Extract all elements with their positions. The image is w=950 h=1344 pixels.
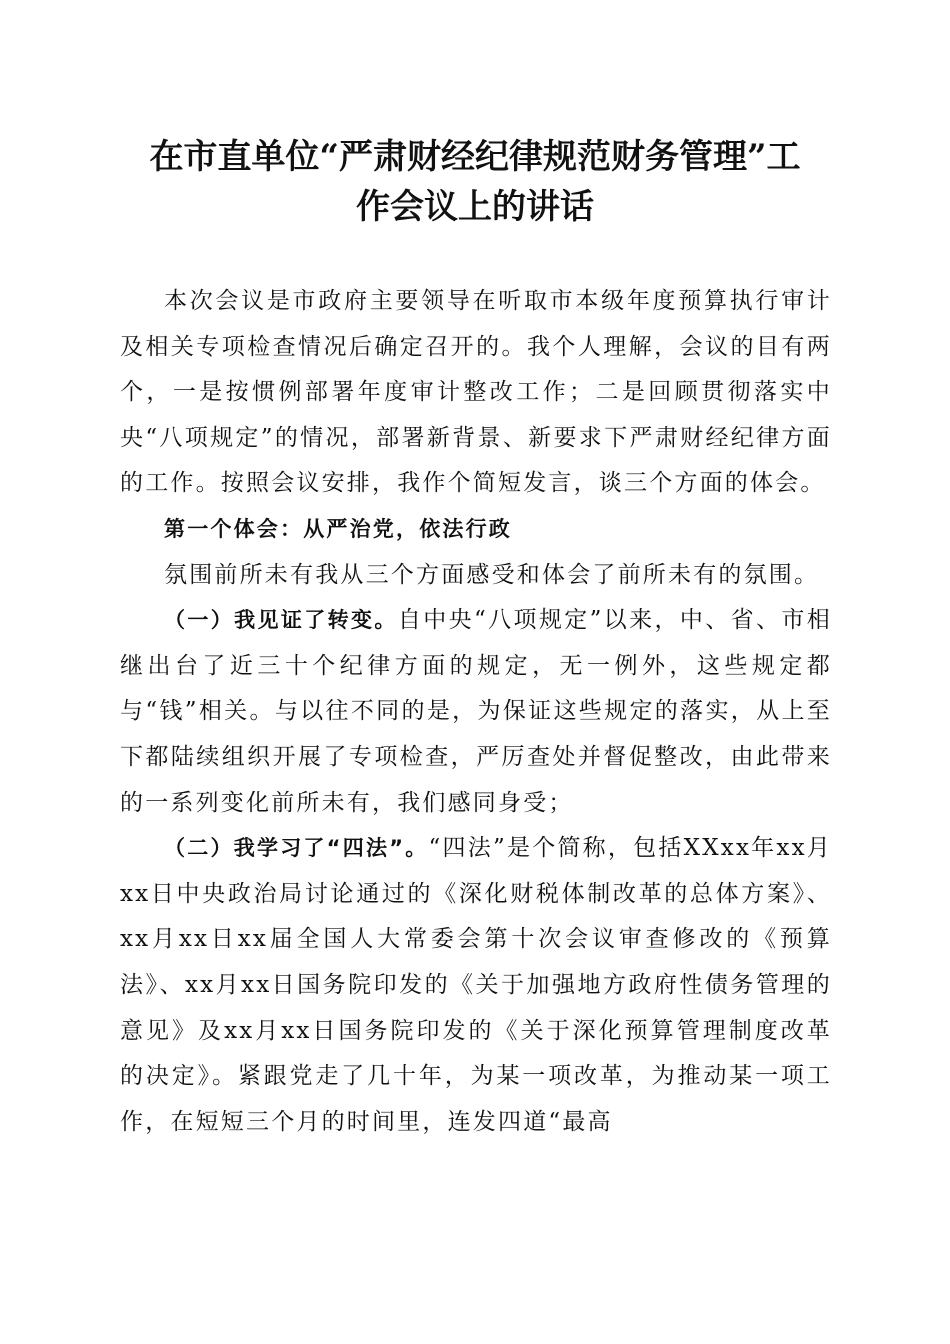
- section-heading-1: 第一个体会：从严治党，依法行政: [164, 516, 512, 541]
- list-item-2: [120, 826, 832, 1145]
- document-title: [100, 132, 850, 232]
- paragraph-intro: 本次会议是市政府主要领导在听取市本级年度预算执行审计及相关专项检查情况后确定召开的。我个人理解，会议的目有两个，一是按惯例部署年度审计整改工作；二是回顾贯彻落实中央“八项规定”的情况，部署新背景、新要求下严肃财经纪律方面的工作。按照会议安排，我作个简短发言，谈三个方面的体会。: [120, 288, 832, 497]
- list-item-1: [120, 598, 832, 826]
- list-item-2-text: “四法”是个简称，包括XXxx年xx月xx日中央政治局讨论通过的《深化财税体制改革的总体方案》、xx月xx日xx届全国人大常委会第十次会议审查修改的《预算法》、xx月xx日国务院印发的《关于加强地方政府性债务管理的意见》及xx月xx日国务院印发的《关于深化预算管理制度改革的决定》。紧跟党走了几十年，为某一项改革，为推动某一项工作，在短短三个月的时间里，连发四道“最高: [120, 835, 832, 1135]
- title-line-2: 作会议上的讲话: [356, 187, 594, 227]
- list-item-2-lead: （二）我学习了“四法”。: [164, 836, 429, 861]
- paragraph-atmosphere: 氛围前所未有我从三个方面感受和体会了前所未有的氛围。: [164, 561, 820, 588]
- list-item-1-text: 自中央“八项规定”以来，中、省、市相继出台了近三十个纪律方面的规定，无一例外，这些规定都与“钱”相关。与以往不同的是，为保证这些规定的落实，从上至下都陆续组织开展了专项检查，严厉查处并督促整改，由此带来的一系列变化前所未有，我们感同身受；: [120, 607, 832, 816]
- title-line-1: 在市直单位“严肃财经纪律规范财务管理”工: [149, 137, 801, 177]
- list-item-1-lead: （一）我见证了转变。: [164, 608, 398, 633]
- document-body: [120, 279, 832, 1145]
